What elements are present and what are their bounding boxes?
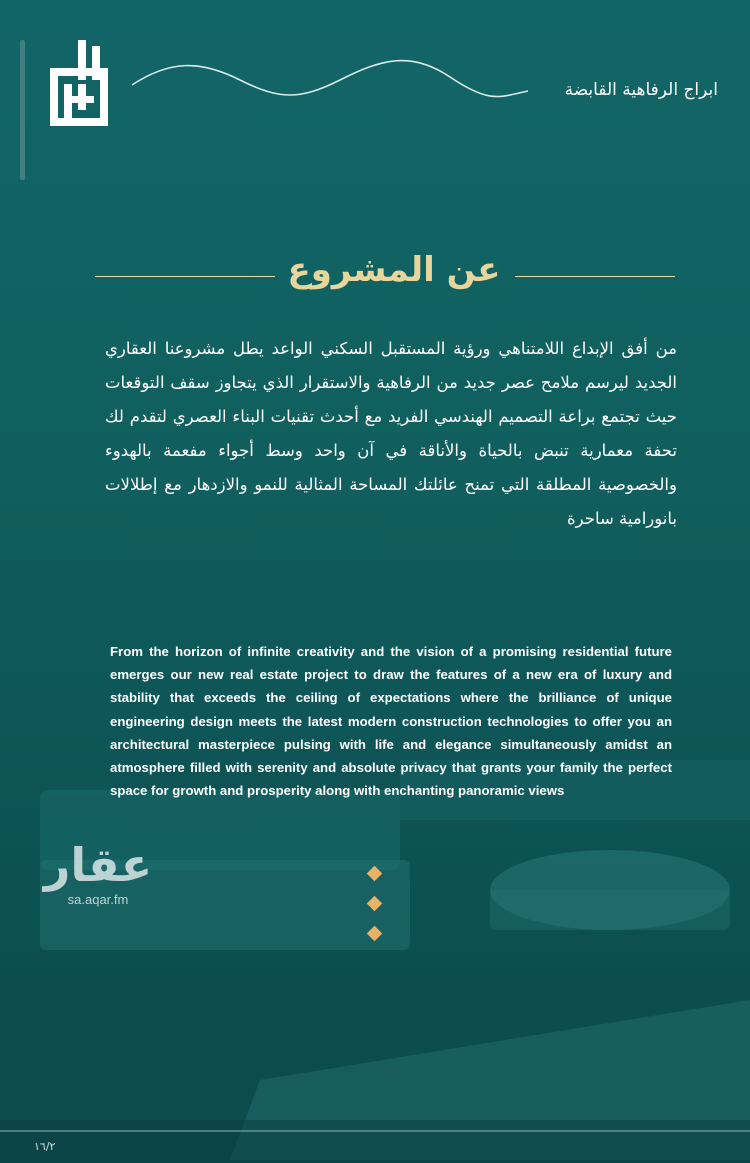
- watermark-arabic: عقار: [43, 838, 153, 892]
- diamond-icon: [367, 896, 383, 912]
- section-title-row: [0, 248, 750, 298]
- watermark-url: sa.aqar.fm: [67, 892, 129, 907]
- title-divider-left: [95, 276, 275, 277]
- diamond-icon: [367, 866, 383, 882]
- left-accent-bar: [20, 40, 25, 180]
- arabic-description: من أفق الإبداع اللامتناهي ورؤية المستقبل السكني الواعد يطل مشروعنا العقاري الجديد ليرسم ملامح عصر جديد من الرفاهية والاستقرار الذي يتجاوز سقف التوقعات حيث تجتمع براعة التصميم الهندسي الفريد مع أحدث تقنيات البناء العصري لتقدم لك تحفة معمارية تنبض بالحياة والأناقة في آن واحد وسط أجواء مفعمة بالهدوء والخصوصية المطلقة التي تمنح عائلتك المساحة المثالية للنمو والازدهار مع إطلالات بانورامية ساحرة: [105, 339, 677, 528]
- aqar-watermark: [38, 840, 158, 907]
- company-name: ابراج الرفاهية القابضة: [564, 80, 718, 100]
- diamond-icon: [367, 926, 383, 942]
- page-number: ١٦/٢: [34, 1140, 56, 1153]
- english-description: From the horizon of infinite creativity and the vision of a promising residential future emerges our new real estate project to draw the features of a new era of luxury and stability that exceeds the ceiling of expectations where the brilliance of unique engineering design meets the latest modern construction technologies to offer you an architectural masterpiece pulsing with life and elegance simultaneously amidst an atmosphere filled with serenity and absolute privacy that grants your family the perfect space for growth and prosperity along with enchanting panoramic views: [110, 644, 672, 799]
- title-divider-right: [515, 276, 675, 277]
- abraj-logo-icon: [48, 40, 112, 128]
- section-title: عن المشروع: [287, 250, 501, 290]
- bottom-divider: [0, 1130, 750, 1132]
- diamond-ornament: [366, 866, 386, 946]
- wave-line-icon: [130, 55, 530, 105]
